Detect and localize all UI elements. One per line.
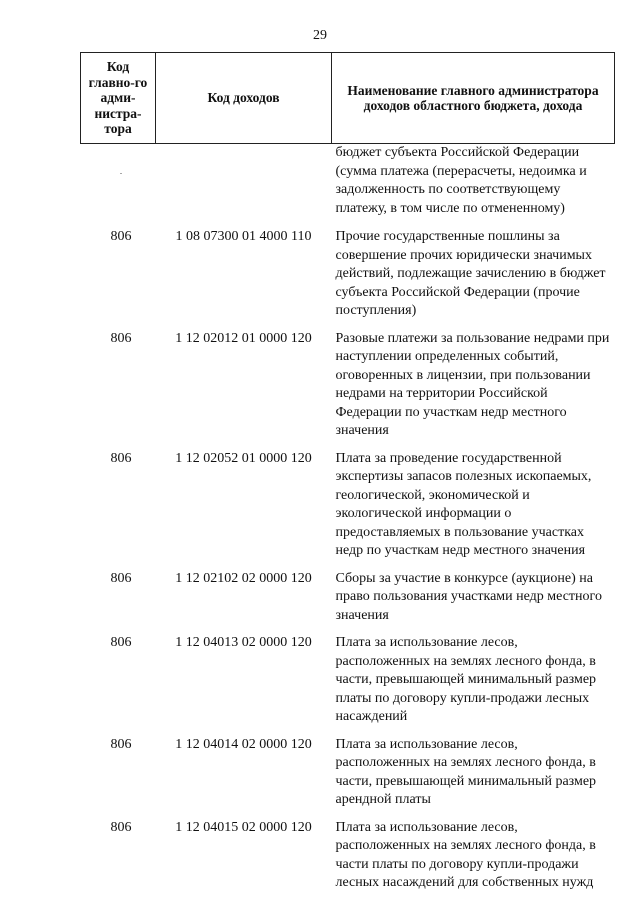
page-number: 29 bbox=[313, 28, 327, 43]
row-admin-code: 806 bbox=[110, 330, 132, 346]
row-admin-code: 806 bbox=[110, 570, 132, 586]
table-row bbox=[81, 570, 615, 635]
header-income-code: Код доходов bbox=[156, 53, 332, 144]
table-row bbox=[81, 634, 615, 736]
continuation-text: бюджет субъекта Российской Федерации (сумма платежа (перерасчеты, недоимка и задолженность по соответствующему платежу, в том числе по отмененному) bbox=[335, 145, 587, 216]
row-income-code: 1 12 04015 02 0000 120 bbox=[175, 819, 312, 835]
row-name: Прочие государственные пошлины за совершение прочих юридически значимых действий, подлежащие зачислению в бюджет субъекта Российской Федерации (прочие поступления) bbox=[335, 229, 606, 318]
table-row bbox=[81, 330, 615, 450]
table-row bbox=[81, 736, 615, 819]
table-row bbox=[81, 228, 615, 330]
row-name: Плата за проведение государственной экспертизы запасов полезных ископаемых, геологической, экономической и экологической информации о предоставляемых в пользование участках недр по участкам недр местного значения bbox=[335, 450, 592, 558]
row-admin-code: 806 bbox=[110, 229, 132, 244]
row-income-code: 1 12 04013 02 0000 120 bbox=[175, 635, 312, 650]
row-admin-code: 806 bbox=[110, 635, 132, 650]
header-name: Наименование главного администратора доходов областного бюджета, дохода bbox=[332, 53, 615, 144]
row-income-code: 1 12 02102 02 0000 120 bbox=[175, 570, 312, 586]
table-row bbox=[81, 819, 615, 902]
header-admin-code: Код главно-го адми-нистра-тора bbox=[81, 53, 156, 144]
table-row-continuation bbox=[81, 144, 615, 229]
row-income-code: 1 12 04014 02 0000 120 bbox=[175, 736, 312, 752]
table-header-row bbox=[81, 53, 615, 144]
row-admin-code: 806 bbox=[110, 819, 132, 835]
row-admin-code: 806 bbox=[110, 450, 132, 466]
row-name: Плата за использование лесов, расположенных на землях лесного фонда, в части, превышающей минимальный размер платы по договору купли-продажи лесных насаждений bbox=[335, 635, 597, 724]
continuation-code-cell bbox=[156, 144, 332, 229]
continuation-mark: . bbox=[120, 167, 122, 176]
row-income-code: 1 12 02012 01 0000 120 bbox=[175, 330, 312, 346]
continuation-mark-cell bbox=[81, 144, 156, 229]
row-income-code: 1 12 02052 01 0000 120 bbox=[175, 450, 312, 466]
table-row bbox=[81, 450, 615, 570]
row-name: Плата за использование лесов, расположенных на землях лесного фонда, в части, превышающей минимальный размер арендной платы bbox=[335, 736, 597, 807]
row-name: Плата за использование лесов, расположенных на землях лесного фонда, в части платы по договору купли-продажи лесных насаждений для собственных нужд bbox=[335, 819, 596, 890]
row-income-code: 1 08 07300 01 4000 110 bbox=[175, 229, 312, 244]
row-admin-code: 806 bbox=[110, 736, 132, 752]
income-codes-table bbox=[80, 52, 615, 902]
row-name: Разовые платежи за пользование недрами при наступлении определенных событий, оговоренных в лицензии, при пользовании недрами на территории Российской Федерации по участкам недр местного значения bbox=[335, 330, 610, 438]
row-name: Сборы за участие в конкурсе (аукционе) на право пользования участками недр местного значения bbox=[335, 570, 602, 623]
